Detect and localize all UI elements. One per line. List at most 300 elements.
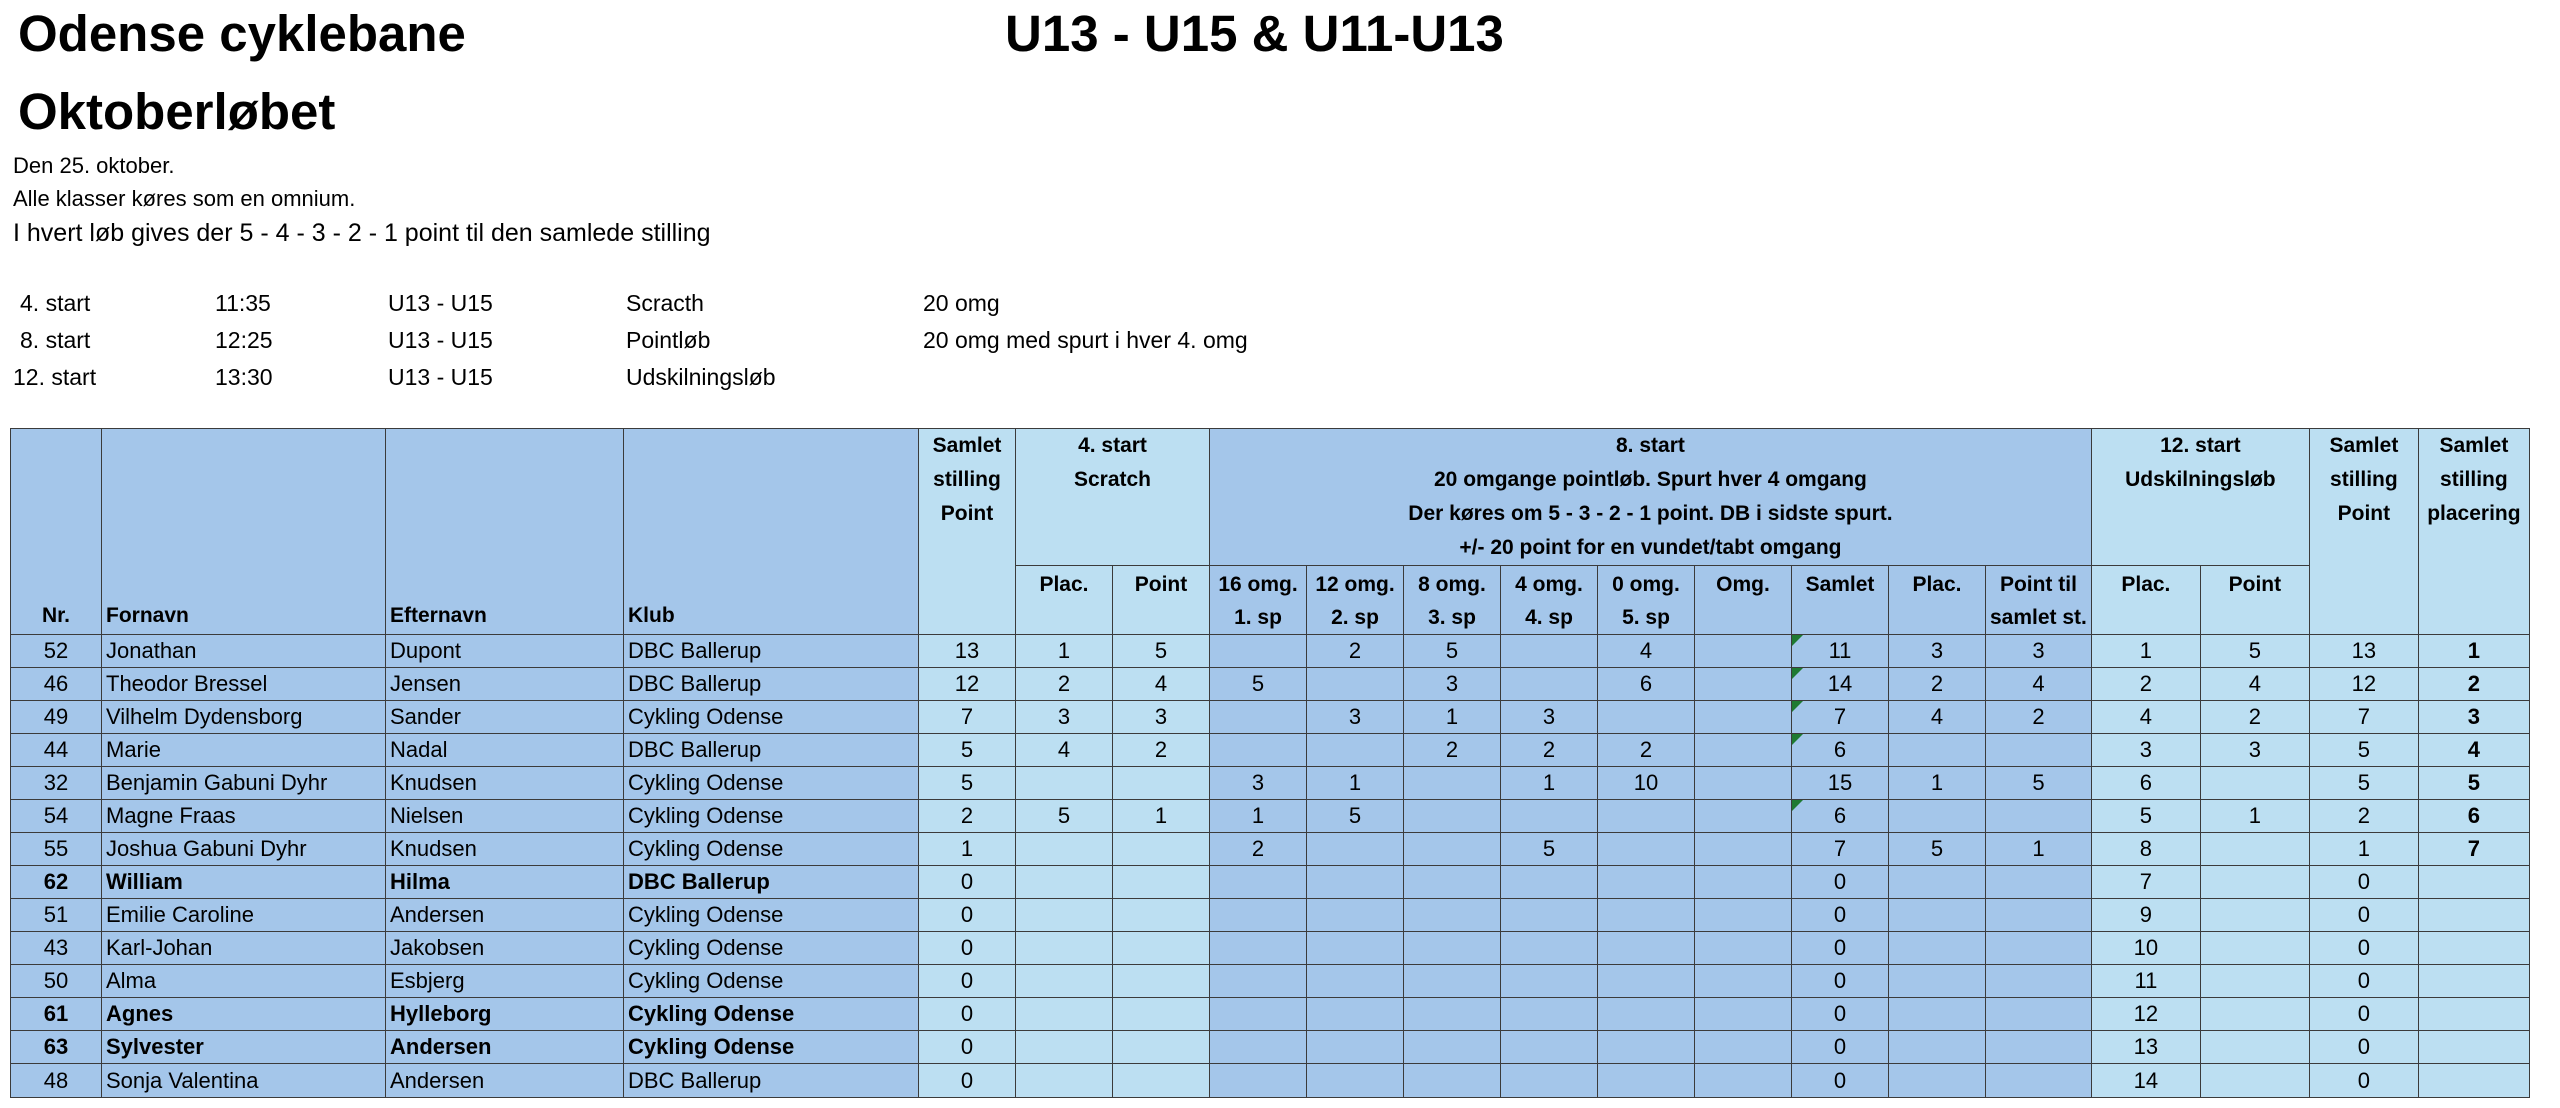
cell-plac-12: 6: [2091, 767, 2200, 800]
cell-omg: [1695, 1031, 1792, 1064]
schedule-note: 20 omg: [923, 290, 1000, 316]
event-title: Oktoberløbet: [18, 83, 336, 140]
cell-sp5: 2: [1598, 734, 1695, 767]
cell-fornavn: William: [102, 866, 386, 899]
cell-plac-4: [1016, 1064, 1113, 1098]
cell-plac-4: 1: [1016, 635, 1113, 668]
cell-nr: 48: [11, 1064, 102, 1098]
cell-samlet-point-2: 12: [2309, 668, 2418, 701]
cell-point-12: 4: [2200, 668, 2309, 701]
cell-plac-8: 2: [1889, 668, 1986, 701]
cell-fornavn: Magne Fraas: [102, 800, 386, 833]
cell-sp4: [1501, 899, 1598, 932]
cell-plac-8: [1889, 866, 1986, 899]
cell-plac-8: 1: [1889, 767, 1986, 800]
cell-point-til: 3: [1986, 635, 2092, 668]
cell-sp4: [1501, 668, 1598, 701]
cell-plac-12: 7: [2091, 866, 2200, 899]
cell-samlet: 7: [1792, 701, 1889, 734]
cell-point-4: 4: [1113, 668, 1210, 701]
cell-sp1: [1210, 1064, 1307, 1098]
cell-sp3: 2: [1404, 734, 1501, 767]
cell-samlet-point: 0: [919, 1031, 1016, 1064]
cell-point-4: 3: [1113, 701, 1210, 734]
cell-point-4: [1113, 1064, 1210, 1098]
cell-placering: 7: [2418, 833, 2529, 866]
cell-samlet-point-2: 13: [2309, 635, 2418, 668]
cell-plac-4: [1016, 932, 1113, 965]
schedule-class: U13 - U15: [388, 327, 493, 353]
cell-placering: 2: [2418, 668, 2529, 701]
cell-sp3: [1404, 866, 1501, 899]
cell-plac-4: 5: [1016, 800, 1113, 833]
cell-klub: DBC Ballerup: [624, 866, 919, 899]
cell-fornavn: Karl-Johan: [102, 932, 386, 965]
cell-sp3: [1404, 1064, 1501, 1098]
cell-samlet-point: 0: [919, 899, 1016, 932]
cell-fornavn: Marie: [102, 734, 386, 767]
cell-samlet-point-2: 5: [2309, 734, 2418, 767]
cell-omg: [1695, 635, 1792, 668]
cell-klub: DBC Ballerup: [624, 1064, 919, 1098]
cell-efternavn: Sander: [386, 701, 624, 734]
cell-point-til: [1986, 800, 2092, 833]
cell-sp5: [1598, 932, 1695, 965]
cell-sp1: [1210, 734, 1307, 767]
cell-point-4: [1113, 998, 1210, 1031]
cell-klub: Cykling Odense: [624, 965, 919, 998]
header-samlet: Samlet: [1792, 566, 1889, 635]
cell-sp1: 2: [1210, 833, 1307, 866]
cell-klub: Cykling Odense: [624, 932, 919, 965]
cell-point-til: [1986, 866, 2092, 899]
cell-klub: DBC Ballerup: [624, 734, 919, 767]
cell-omg: [1695, 767, 1792, 800]
cell-samlet-point-2: 2: [2309, 800, 2418, 833]
cell-point-til: 2: [1986, 701, 2092, 734]
cell-sp4: 3: [1501, 701, 1598, 734]
cell-plac-12: 9: [2091, 899, 2200, 932]
cell-samlet: 7: [1792, 833, 1889, 866]
header-samlet-point-2: Samlet stilling Point: [2309, 429, 2418, 635]
cell-efternavn: Andersen: [386, 1064, 624, 1098]
cell-sp2: 5: [1307, 800, 1404, 833]
cell-point-til: 1: [1986, 833, 2092, 866]
cell-nr: 50: [11, 965, 102, 998]
cell-plac-4: [1016, 1031, 1113, 1064]
cell-sp1: [1210, 1031, 1307, 1064]
header-sp5: 0 omg. 5. sp: [1598, 566, 1695, 635]
cell-placering: 3: [2418, 701, 2529, 734]
cell-fornavn: Benjamin Gabuni Dyhr: [102, 767, 386, 800]
cell-placering: 1: [2418, 635, 2529, 668]
cell-sp2: [1307, 998, 1404, 1031]
cell-samlet-point: 0: [919, 1064, 1016, 1098]
cell-fornavn: Theodor Bressel: [102, 668, 386, 701]
header-plac-4: Plac.: [1016, 566, 1113, 635]
cell-samlet-point-2: 0: [2309, 1031, 2418, 1064]
info-points: I hvert løb gives der 5 - 4 - 3 - 2 - 1 point til den samlede stilling: [13, 219, 711, 247]
table-row: [11, 965, 2530, 998]
cell-samlet-point: 1: [919, 833, 1016, 866]
cell-plac-12: 14: [2091, 1064, 2200, 1098]
cell-sp1: [1210, 965, 1307, 998]
page-title: Odense cyklebane: [18, 5, 466, 62]
cell-plac-4: [1016, 998, 1113, 1031]
cell-samlet: 6: [1792, 800, 1889, 833]
schedule-time: 11:35: [215, 290, 271, 316]
cell-sp4: [1501, 866, 1598, 899]
table-row: [11, 833, 2530, 866]
cell-point-12: 2: [2200, 701, 2309, 734]
cell-samlet-point: 2: [919, 800, 1016, 833]
results-table: [10, 428, 2530, 1098]
cell-fornavn: Joshua Gabuni Dyhr: [102, 833, 386, 866]
cell-point-12: 3: [2200, 734, 2309, 767]
cell-samlet-point: 0: [919, 932, 1016, 965]
cell-samlet-point: 7: [919, 701, 1016, 734]
cell-plac-8: [1889, 899, 1986, 932]
cell-samlet: 15: [1792, 767, 1889, 800]
cell-nr: 61: [11, 998, 102, 1031]
cell-point-4: [1113, 1031, 1210, 1064]
cell-sp3: [1404, 1031, 1501, 1064]
cell-sp4: [1501, 998, 1598, 1031]
cell-sp4: [1501, 635, 1598, 668]
cell-samlet-point-2: 7: [2309, 701, 2418, 734]
cell-point-4: [1113, 965, 1210, 998]
cell-nr: 46: [11, 668, 102, 701]
header-klub: Klub: [624, 429, 919, 635]
cell-sp3: [1404, 767, 1501, 800]
cell-fornavn: Emilie Caroline: [102, 899, 386, 932]
cell-plac-12: 4: [2091, 701, 2200, 734]
cell-placering: [2418, 1031, 2529, 1064]
cell-sp4: [1501, 1064, 1598, 1098]
header-plac-8: Plac.: [1889, 566, 1986, 635]
schedule-class: U13 - U15: [388, 290, 493, 316]
cell-omg: [1695, 668, 1792, 701]
cell-point-12: [2200, 767, 2309, 800]
cell-omg: [1695, 701, 1792, 734]
category-title: U13 - U15 & U11-U13: [1005, 5, 1504, 62]
cell-plac-8: [1889, 1031, 1986, 1064]
cell-sp5: [1598, 866, 1695, 899]
cell-samlet-point: 13: [919, 635, 1016, 668]
cell-efternavn: Andersen: [386, 1031, 624, 1064]
cell-omg: [1695, 899, 1792, 932]
header-sp2: 12 omg. 2. sp: [1307, 566, 1404, 635]
cell-sp5: [1598, 1064, 1695, 1098]
cell-omg: [1695, 998, 1792, 1031]
cell-samlet-point-2: 0: [2309, 932, 2418, 965]
schedule-class: U13 - U15: [388, 364, 493, 390]
cell-plac-12: 13: [2091, 1031, 2200, 1064]
cell-sp1: 3: [1210, 767, 1307, 800]
cell-point-til: [1986, 965, 2092, 998]
cell-sp1: 5: [1210, 668, 1307, 701]
header-sp4: 4 omg. 4. sp: [1501, 566, 1598, 635]
header-start12: 12. start Udskilningsløb: [2091, 429, 2309, 566]
cell-sp4: 2: [1501, 734, 1598, 767]
table-row: [11, 998, 2530, 1031]
cell-fornavn: Vilhelm Dydensborg: [102, 701, 386, 734]
cell-point-12: [2200, 866, 2309, 899]
cell-placering: [2418, 932, 2529, 965]
cell-sp5: 10: [1598, 767, 1695, 800]
cell-point-4: [1113, 866, 1210, 899]
cell-omg: [1695, 800, 1792, 833]
cell-plac-12: 5: [2091, 800, 2200, 833]
header-start8: 8. start 20 omgange pointløb. Spurt hver 4 omgang Der køres om 5 - 3 - 2 - 1 point. DB i sidste spurt. +/- 20 point for en vundet/tabt omgang: [1210, 429, 2092, 566]
cell-sp4: 5: [1501, 833, 1598, 866]
cell-point-til: 5: [1986, 767, 2092, 800]
cell-sp5: [1598, 1031, 1695, 1064]
schedule-start: 8. start: [20, 327, 91, 353]
cell-efternavn: Jakobsen: [386, 932, 624, 965]
cell-nr: 55: [11, 833, 102, 866]
cell-fornavn: Jonathan: [102, 635, 386, 668]
header-fornavn: Fornavn: [102, 429, 386, 635]
cell-point-12: [2200, 998, 2309, 1031]
cell-efternavn: Hilma: [386, 866, 624, 899]
cell-klub: Cykling Odense: [624, 998, 919, 1031]
info-omnium: Alle klasser køres som en omnium.: [13, 186, 356, 211]
header-samlet-placering: Samlet stilling placering: [2418, 429, 2529, 635]
cell-plac-4: [1016, 899, 1113, 932]
cell-sp3: 5: [1404, 635, 1501, 668]
cell-plac-4: 2: [1016, 668, 1113, 701]
cell-plac-4: [1016, 965, 1113, 998]
cell-nr: 51: [11, 899, 102, 932]
cell-efternavn: Knudsen: [386, 767, 624, 800]
cell-nr: 54: [11, 800, 102, 833]
cell-samlet: 0: [1792, 866, 1889, 899]
cell-efternavn: Hylleborg: [386, 998, 624, 1031]
table-row: [11, 767, 2530, 800]
cell-omg: [1695, 833, 1792, 866]
table-row: [11, 866, 2530, 899]
header-efternavn: Efternavn: [386, 429, 624, 635]
schedule-note: 20 omg med spurt i hver 4. omg: [923, 327, 1248, 353]
header-sp3: 8 omg. 3. sp: [1404, 566, 1501, 635]
cell-point-12: [2200, 1031, 2309, 1064]
cell-efternavn: Nielsen: [386, 800, 624, 833]
cell-sp5: [1598, 833, 1695, 866]
cell-samlet-point: 12: [919, 668, 1016, 701]
cell-nr: 44: [11, 734, 102, 767]
header-point-4: Point: [1113, 566, 1210, 635]
cell-sp5: [1598, 899, 1695, 932]
cell-plac-12: 2: [2091, 668, 2200, 701]
cell-plac-8: 3: [1889, 635, 1986, 668]
cell-plac-12: 8: [2091, 833, 2200, 866]
cell-sp1: 1: [1210, 800, 1307, 833]
cell-sp2: [1307, 932, 1404, 965]
cell-fornavn: Agnes: [102, 998, 386, 1031]
table-row: [11, 734, 2530, 767]
table-row: [11, 1031, 2530, 1064]
cell-plac-8: [1889, 932, 1986, 965]
cell-samlet-point-2: 0: [2309, 965, 2418, 998]
cell-sp1: [1210, 866, 1307, 899]
cell-sp5: [1598, 965, 1695, 998]
cell-sp3: [1404, 998, 1501, 1031]
cell-sp4: [1501, 1031, 1598, 1064]
cell-samlet-point-2: 0: [2309, 998, 2418, 1031]
cell-samlet-point-2: 5: [2309, 767, 2418, 800]
cell-sp2: [1307, 866, 1404, 899]
schedule-start: 12. start: [13, 364, 97, 390]
schedule-start: 4. start: [20, 290, 91, 316]
schedule-race: Udskilningsløb: [626, 364, 776, 390]
cell-point-til: 4: [1986, 668, 2092, 701]
cell-samlet-point-2: 0: [2309, 1064, 2418, 1098]
cell-sp4: [1501, 800, 1598, 833]
table-row: [11, 701, 2530, 734]
cell-placering: [2418, 899, 2529, 932]
cell-plac-8: [1889, 998, 1986, 1031]
cell-point-4: [1113, 932, 1210, 965]
cell-sp2: 3: [1307, 701, 1404, 734]
cell-samlet-point: 5: [919, 734, 1016, 767]
cell-placering: 5: [2418, 767, 2529, 800]
cell-sp1: [1210, 998, 1307, 1031]
header-point-12: Point: [2200, 566, 2309, 635]
cell-point-4: 1: [1113, 800, 1210, 833]
cell-samlet: 0: [1792, 899, 1889, 932]
cell-point-4: 5: [1113, 635, 1210, 668]
cell-samlet-point: 5: [919, 767, 1016, 800]
cell-sp1: [1210, 635, 1307, 668]
cell-sp2: [1307, 899, 1404, 932]
cell-efternavn: Dupont: [386, 635, 624, 668]
cell-sp4: [1501, 932, 1598, 965]
cell-plac-12: 10: [2091, 932, 2200, 965]
cell-placering: [2418, 866, 2529, 899]
cell-klub: Cykling Odense: [624, 899, 919, 932]
cell-point-12: [2200, 833, 2309, 866]
cell-plac-8: [1889, 965, 1986, 998]
schedule-time: 12:25: [215, 327, 273, 353]
cell-sp1: [1210, 701, 1307, 734]
cell-fornavn: Sonja Valentina: [102, 1064, 386, 1098]
cell-samlet: 0: [1792, 1031, 1889, 1064]
cell-samlet-point-2: 0: [2309, 899, 2418, 932]
cell-efternavn: Andersen: [386, 899, 624, 932]
cell-plac-4: [1016, 866, 1113, 899]
table-row: [11, 1064, 2530, 1098]
cell-sp2: [1307, 734, 1404, 767]
cell-sp1: [1210, 932, 1307, 965]
cell-sp4: [1501, 965, 1598, 998]
header-start4: 4. start Scratch: [1016, 429, 1210, 566]
cell-klub: DBC Ballerup: [624, 635, 919, 668]
header-sp1: 16 omg. 1. sp: [1210, 566, 1307, 635]
cell-placering: 6: [2418, 800, 2529, 833]
cell-point-12: [2200, 965, 2309, 998]
cell-sp3: [1404, 965, 1501, 998]
table-row: [11, 932, 2530, 965]
cell-point-til: [1986, 1064, 2092, 1098]
cell-samlet: 6: [1792, 734, 1889, 767]
table-row: [11, 800, 2530, 833]
cell-point-til: [1986, 734, 2092, 767]
cell-klub: DBC Ballerup: [624, 668, 919, 701]
cell-point-til: [1986, 899, 2092, 932]
cell-point-12: 5: [2200, 635, 2309, 668]
cell-plac-12: 3: [2091, 734, 2200, 767]
cell-omg: [1695, 734, 1792, 767]
cell-nr: 62: [11, 866, 102, 899]
cell-klub: Cykling Odense: [624, 800, 919, 833]
cell-sp2: [1307, 833, 1404, 866]
cell-fornavn: Sylvester: [102, 1031, 386, 1064]
cell-klub: Cykling Odense: [624, 767, 919, 800]
header-plac-12: Plac.: [2091, 566, 2200, 635]
cell-nr: 32: [11, 767, 102, 800]
cell-plac-8: [1889, 734, 1986, 767]
cell-klub: Cykling Odense: [624, 833, 919, 866]
table-row: [11, 899, 2530, 932]
cell-point-til: [1986, 1031, 2092, 1064]
cell-sp5: 4: [1598, 635, 1695, 668]
cell-efternavn: Nadal: [386, 734, 624, 767]
cell-placering: [2418, 1064, 2529, 1098]
cell-sp5: 6: [1598, 668, 1695, 701]
header-point-til: Point til samlet st.: [1986, 566, 2092, 635]
cell-sp2: [1307, 965, 1404, 998]
cell-plac-8: [1889, 1064, 1986, 1098]
cell-sp2: 2: [1307, 635, 1404, 668]
cell-samlet-point: 0: [919, 998, 1016, 1031]
cell-placering: [2418, 965, 2529, 998]
cell-sp3: 1: [1404, 701, 1501, 734]
cell-samlet: 11: [1792, 635, 1889, 668]
cell-omg: [1695, 1064, 1792, 1098]
cell-efternavn: Esbjerg: [386, 965, 624, 998]
cell-plac-8: 5: [1889, 833, 1986, 866]
cell-sp1: [1210, 899, 1307, 932]
cell-omg: [1695, 932, 1792, 965]
cell-point-til: [1986, 998, 2092, 1031]
cell-samlet-point: 0: [919, 866, 1016, 899]
cell-samlet: 0: [1792, 998, 1889, 1031]
table-row: [11, 635, 2530, 668]
cell-nr: 63: [11, 1031, 102, 1064]
cell-efternavn: Jensen: [386, 668, 624, 701]
cell-plac-12: 12: [2091, 998, 2200, 1031]
cell-plac-4: 4: [1016, 734, 1113, 767]
cell-placering: 4: [2418, 734, 2529, 767]
cell-sp2: [1307, 668, 1404, 701]
cell-plac-12: 11: [2091, 965, 2200, 998]
cell-point-4: [1113, 767, 1210, 800]
cell-placering: [2418, 998, 2529, 1031]
cell-samlet: 0: [1792, 932, 1889, 965]
cell-plac-4: [1016, 767, 1113, 800]
cell-sp2: [1307, 1031, 1404, 1064]
cell-klub: Cykling Odense: [624, 1031, 919, 1064]
cell-plac-8: [1889, 800, 1986, 833]
cell-samlet: 14: [1792, 668, 1889, 701]
cell-plac-4: 3: [1016, 701, 1113, 734]
cell-sp3: [1404, 932, 1501, 965]
cell-nr: 43: [11, 932, 102, 965]
cell-plac-12: 1: [2091, 635, 2200, 668]
cell-sp5: [1598, 998, 1695, 1031]
cell-sp5: [1598, 701, 1695, 734]
